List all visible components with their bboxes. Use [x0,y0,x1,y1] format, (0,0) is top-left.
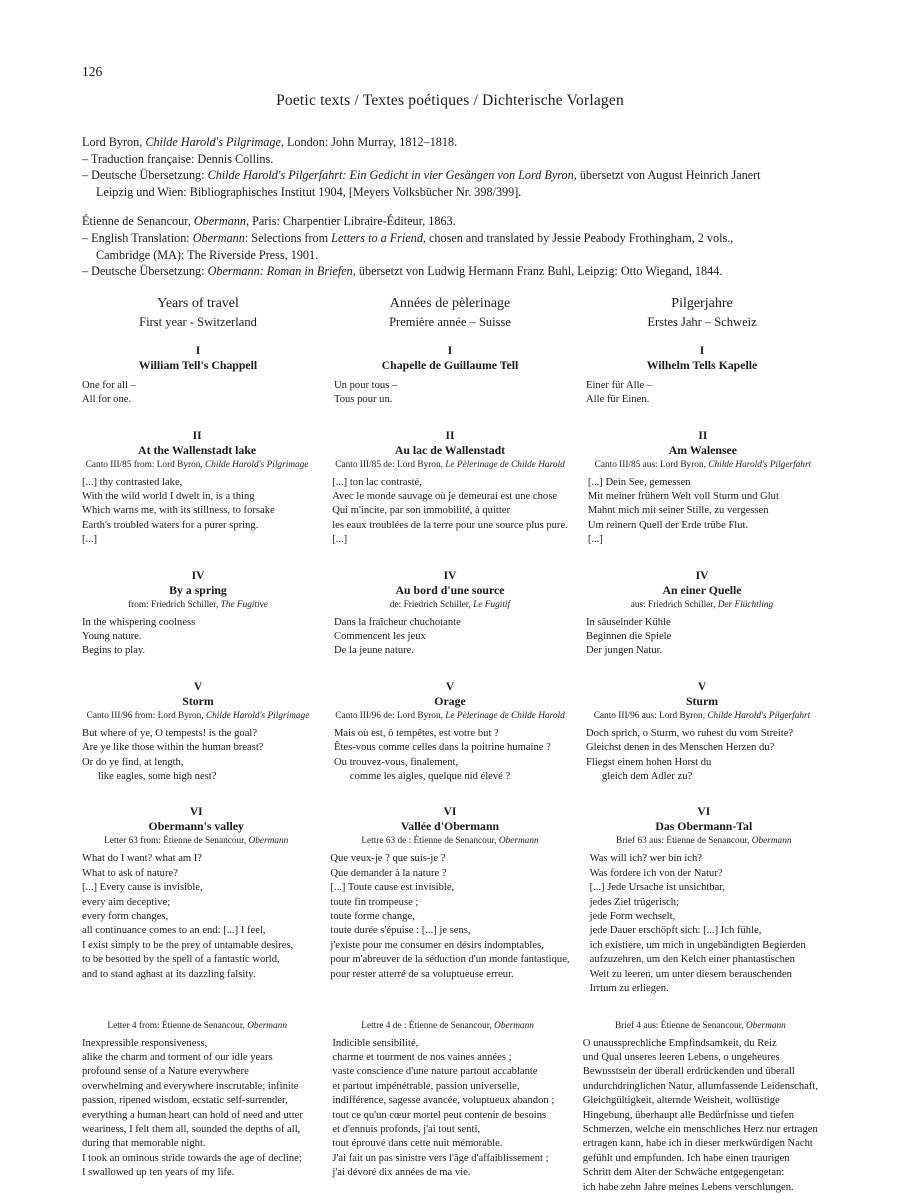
work-title: Obermann [192,230,245,245]
section-cell-german [586,345,818,408]
poem-line: Mais où est, ô tempêtes, est votre but ? [334,727,499,739]
section-title: Au lac de Wallenstadt [394,442,506,457]
source-prefix: Canto III/85 from: Lord Byron, [85,459,206,470]
poem-body [82,727,314,785]
poem-line: Commencent les jeux [334,631,426,642]
section-numeral: V [697,680,707,693]
bibliography-line [82,213,818,230]
poem-line: Doch sprich, o Sturm, wo ruhest du vom Streite? [586,727,794,739]
bibliography-group-2 [82,213,818,279]
section-numeral: II [698,429,708,442]
section-title: Am Walensee [668,442,738,457]
source-work-title: Der Flüchtling [717,599,774,610]
section-cell-german [590,806,818,996]
poem-line: pour rester atterré de sa voluptueuse erreur. [330,968,514,980]
poem-body [332,1037,562,1181]
poem-line: profound sense of a Nature everywhere [82,1066,249,1078]
source-line [334,711,566,721]
bibliography-text: , London: John Murray, 1812–1818. [280,135,458,149]
poem-line: and to stand aghast at its dazzling falsity. [82,968,256,980]
source-prefix: Letter 63 from: Étienne de Senancour, [104,836,249,847]
source-line [82,600,314,610]
source-prefix: Canto III/96 de: Lord Byron, [335,710,446,721]
section-cell-french [332,430,568,548]
bibliography-line [82,263,818,280]
poem-line: Gleichst denen in des Menschen Herzen du? [586,742,775,754]
poem-line: indifférence, sagesse avancée, voluptueux abandon ; [332,1095,555,1107]
work-title: Obermann: Roman in Briefen [207,264,353,279]
section-row-I [82,345,818,408]
poem-body [583,1037,818,1195]
poem-body [82,379,314,408]
section-title: At the Wallenstadt lake [138,442,257,457]
source-line [590,836,818,846]
poem-line: Indicible sensibilité, [332,1037,419,1049]
section-cell-german [586,570,818,659]
bibliography-text: Étienne de Senancour, [82,214,194,229]
poem-line: Un pour tous – [334,379,398,391]
column-title: Années de pèlerinage [389,295,511,311]
poem-line: All for one. [82,394,132,406]
poem-line: et d'ennuis profonds, j'ai tout senti, [332,1123,481,1135]
bibliography-text: : Selections from [244,230,332,245]
poem-body [82,476,312,548]
poem-line: les eaux troublées de la terre pour une source plus pure. [332,519,568,531]
source-prefix: Letter 4 from: Étienne de Senancour, [107,1020,248,1031]
poem-line: Was fordere ich von der Natur? [589,867,723,879]
source-line [586,600,818,610]
poem-line: comme les aigles, quelque nid élevé ? [334,771,511,783]
page-title: Poetic texts / Textes poétiques / Dichterische Vorlagen [276,92,624,109]
poem-line: Mahnt mich mit seiner Stille, zu vergessen [587,505,769,517]
section-title: Das Obermann-Tal [655,819,753,834]
poem-line: aufzuzehren, um den Kelch einer phantastischen [589,954,795,966]
source-prefix: Lettre 63 de : Étienne de Senancour, [361,836,499,847]
poem-line: ertragen kann, habe ich in dieser merkwürdigen Nacht [582,1138,813,1150]
poem-line: In the whispering coolness [82,616,196,628]
source-work-title: Le Pèlerinage de Childe Harold [445,459,565,470]
poem-line: [...] Dein See, gemessen [587,476,691,488]
poem-line: jedes Ziel trügerisch; [589,896,680,908]
poem-line: [...] Every cause is invisible, [82,882,203,894]
section-title: Wilhelm Tells Kapelle [646,357,758,372]
source-prefix: from: Friedrich Schiller, [128,599,221,610]
section-title: Obermann's valley [148,819,244,834]
poem-body [586,616,818,659]
poem-line: overwhelming and everywhere inscrutable; infinite [82,1080,299,1092]
poem-body [330,852,569,982]
source-work-title: Childe Harold's Pilgerfahrt [707,710,811,721]
source-work-title: The Fugitive [220,599,268,610]
column-header-english [82,296,314,330]
source-prefix: Canto III/85 de: Lord Byron, [335,459,446,470]
poem-line: weariness, I felt them all, sounded the depths of all, [82,1123,301,1135]
poem-body [590,852,818,996]
section-numeral: IV [443,569,457,582]
bibliography-group-1 [82,134,818,200]
poem-line: Hingebung, überhaupt alle Bedürfnisse und tiefen [582,1109,795,1121]
section-cell-english [82,806,310,996]
poem-line: Schmerzen, welche ein menschliches Herz nur ertragen [582,1123,818,1135]
section-numeral: V [445,680,455,693]
section-title: Chapelle de Guillaume Tell [381,357,519,372]
poem-line: Ou trouvez-vous, finalement, [334,756,459,768]
poem-line: everything a human heart can hold of need and utter [82,1109,303,1121]
bibliography-text: – Deutsche Übersetzung: [82,264,208,279]
column-subtitle: First year - Switzerland [139,314,257,329]
source-prefix: Brief 4 aus: Étienne de Senancour, [614,1020,747,1031]
poem-line: toute fin trompeuse ; [330,896,419,908]
poem-line: Inexpressible responsiveness, [82,1037,208,1049]
poem-body [82,1037,312,1181]
poem-line: vaste conscience d'une nature partout accablante [332,1066,538,1078]
poem-line: Gleichgültigkeit, alternde Weisheit, wollüstige [582,1095,780,1107]
section-row-V [82,681,818,785]
section-cell-german [586,681,818,785]
poem-body [334,379,566,408]
poem-line: every form changes, [82,911,169,923]
poem-body [588,476,818,548]
poem-line: und Qual unseres leeren Lebens, o ungeheures [582,1051,780,1063]
bibliography-text: Leipzig und Wien: Bibliographisches Institut 1904, [Meyers Volksbücher Nr. 398/399]. [96,184,522,199]
work-title: Childe Harold's Pilgrimage [145,135,281,149]
poem-line: I exist simply to be the prey of untamable desires, [82,939,294,951]
bibliography-text: , übersetzt von August Heinrich Janert [573,168,761,183]
bibliography-line [82,184,818,201]
source-line [82,711,314,721]
poem-line: Um reinern Quell der Erde trübe Flut. [587,519,749,531]
poem-line: ich existiere, um mich in ungebändigten Begierden [589,939,806,951]
source-work-title: Le Fugitif [473,599,511,610]
section-cell-french [332,1019,562,1195]
column-title: Years of travel [157,295,239,311]
section-row-VI [82,806,818,996]
poem-line: [...] [332,534,348,546]
section-numeral: IV [191,569,205,582]
poem-line: Irrtum zu erliegen. [589,983,669,995]
bibliography-text: – English Translation: [82,230,193,245]
poem-line: Que demander à la nature ? [330,867,447,879]
poem-line: Mit meiner frühern Welt voll Sturm und Glut [587,490,779,502]
section-row-continuation [82,1019,818,1195]
poem-line: Begins to play. [82,645,146,657]
section-title: William Tell's Chappell [138,357,258,372]
section-cell-english [82,430,312,548]
bibliography-text: , Paris: Charpentier Libraire-Éditeur, 1863. [246,214,456,229]
section-title: By a spring [169,582,227,597]
section-numeral: II [192,429,202,442]
poem-line: toute forme change, [330,911,415,923]
poem-body [82,616,314,659]
source-prefix: Canto III/96 aus: Lord Byron, [593,710,708,721]
bibliography [82,134,818,280]
section-cell-german [583,1019,818,1195]
poem-line: But where of ye, O tempests! is the goal? [82,727,258,739]
poem-line: gefühlt und empfunden. Ich habe einen traurigen [582,1152,790,1164]
section-numeral: IV [695,569,709,582]
poem-line: Der jungen Natur. [586,645,663,657]
poem-line: In säuselnder Kühle [586,616,671,628]
poem-line: [...] Toute cause est invisible, [330,882,455,894]
source-prefix: Canto III/96 from: Lord Byron, [86,710,206,721]
poem-line: With the wild world I dwelt in, is a thing [82,490,255,502]
poem-line: Which warns me, with its stillness, to forsake [82,505,275,517]
bibliography-line [82,230,818,247]
poem-line: Are ye like those within the human breast? [82,742,264,754]
section-row-II [82,430,818,548]
poem-line: What to ask of nature? [82,867,178,879]
section-cell-english [82,1019,312,1195]
bibliography-line [82,247,818,264]
page-number: 126 [82,64,103,79]
source-work-title: Obermann [247,1020,287,1031]
source-line [82,460,312,470]
poem-line: jede Dauer erschöpft sich: [...] Ich fühle, [589,925,762,937]
source-work-title: Obermann [248,836,289,847]
poem-line: Young nature. [82,631,142,642]
column-title: Pilgerjahre [671,295,733,311]
work-title: Letters to a Friend [331,230,423,245]
column-subtitle: Première année – Suisse [389,314,511,329]
section-numeral: II [445,429,455,442]
section-numeral: VI [443,806,457,819]
source-prefix: de: Friedrich Schiller, [389,599,474,610]
poem-line: Welt zu leeren, um unter diesem berauschenden [589,968,792,980]
section-cell-french [334,345,566,408]
poem-line: every aim deceptive; [82,896,171,908]
poem-line: J'ai fait un pas sinistre vers l'âge d'affaiblissement ; [332,1152,549,1164]
source-work-title: Obermann [494,1020,534,1031]
section-title: Orage [434,693,466,708]
section-numeral: I [699,344,705,357]
section-numeral: I [447,344,453,357]
column-subtitle: Erstes Jahr – Schweiz [647,314,757,329]
source-line [82,836,310,846]
poem-body [586,727,818,785]
poem-line: What do I want? what am I? [82,853,203,865]
source-line [588,460,818,470]
section-numeral: VI [189,806,203,819]
source-prefix: Canto III/85 aus: Lord Byron, [594,459,709,470]
poem-body [334,616,566,659]
poem-line: during that memorable night. [82,1138,206,1150]
source-work-title: Childe Harold's Pilgrimage [205,459,309,470]
source-prefix: Lettre 4 de : Étienne de Senancour, [361,1020,495,1031]
source-work-title: Childe Harold's Pilgerfahrt [708,459,812,470]
source-line [332,1021,562,1031]
poem-line: Qui m'incite, par son immobilité, à quitter [332,505,511,517]
bibliography-text: , übersetzt von Ludwig Hermann Franz Buhl, Leipzig: Otto Wiegand, 1844. [352,264,723,279]
poem-line: Bewusstsein der überall erdrückenden und überall [582,1066,795,1078]
work-title: Childe Harold's Pilgerfahrt: Ein Gedicht in vier Gesängen von Lord Byron [207,168,574,183]
poem-line: jede Form wechselt, [589,911,676,923]
section-title: Vallée d'Obermann [400,819,500,834]
section-numeral: V [193,680,203,693]
source-line [332,460,568,470]
source-work-title: Obermann [746,1020,786,1031]
poem-line: pour m'abreuver de la séduction d'un monde fantastique, [330,954,570,966]
section-title: Storm [182,693,214,708]
section-row-IV [82,570,818,659]
poem-line: Beginnen die Spiele [586,631,672,642]
source-work-title: Le Pèlerinage de Childe Harold [445,710,565,721]
poem-line: alike the charm and torment of our idle years [82,1051,273,1063]
poem-line: [...] ton lac contrasté, [332,476,422,488]
poem-line: De la jeune nature. [334,645,415,657]
source-line [334,600,566,610]
section-cell-english [82,681,314,785]
section-cell-french [334,570,566,659]
poem-body [334,727,566,785]
poem-line: Alle für Einen. [586,394,650,406]
poem-line: tout ce qu'un cœur mortel peut contenir de besoins [332,1109,547,1121]
poem-line: gleich dem Adler zu? [586,771,693,783]
section-cell-german [588,430,818,548]
poem-line: Earth's troubled waters for a purer spring. [82,519,259,531]
bibliography-line [82,167,818,184]
column-header-french [334,296,566,330]
poem-line: all continuance comes to an end: [...] I feel, [82,925,266,937]
section-cell-french [330,806,569,996]
poem-line: undurchdringlichen Natur, allumfassende Leidenschaft, [582,1080,818,1092]
bibliography-text: Cambridge (MA): The Riverside Press, 1901. [96,247,319,262]
poem-line: Or do ye find, at length, [82,756,184,768]
bibliography-text: – Traduction française: Dennis Collins. [82,151,274,166]
source-prefix: Brief 63 aus: Étienne de Senancour, [616,836,752,847]
column-headers-row [82,296,818,330]
section-title: Sturm [685,693,719,708]
poem-line: Avec le monde sauvage où je demeurai est une chose [332,490,558,502]
poem-line: like eagles, some high nest? [82,771,217,783]
poem-line: Êtes-vous comme celles dans la poitrine humaine ? [334,742,551,754]
poem-line: charme et tourment de nos vaines années ; [332,1051,512,1063]
section-cell-french [334,681,566,785]
bibliography-text: Lord Byron, [82,135,146,149]
poem-line: Dans la fraîcheur chuchotante [334,616,461,628]
poem-line: Schritt dem Alter der Schwäche entgegengetan: [582,1167,785,1179]
poem-line: O unaussprechliche Empfindsamkeit, du Reiz [582,1037,777,1049]
poem-line: j'ai dévoré dix années de ma vie. [332,1167,471,1179]
bibliography-line [82,134,818,151]
poem-line: Einer für Alle – [586,379,653,391]
poem-line: ich habe zehn Jahre meines Lebens verschlungen. [582,1181,794,1193]
poem-line: I swallowed up ten years of my life. [82,1167,235,1179]
column-header-german [586,296,818,330]
poem-body [82,852,310,982]
section-cell-english [82,570,314,659]
poem-line: Tous pour un. [334,394,393,406]
poem-line: One for all – [82,379,136,391]
poem-line: [...] thy contrasted lake, [82,476,183,488]
bibliography-line [82,151,818,168]
poem-line: j'existe pour me consumer en désirs indomptables, [330,939,544,951]
poem-body [332,476,568,548]
poem-body [586,379,818,408]
source-work-title: Obermann [498,836,539,847]
poem-line: [...] Jede Ursache ist unsichtbar, [589,882,726,894]
parallel-text-blocks [82,345,818,1195]
section-title: An einer Quelle [662,582,742,597]
poem-line: Was will ich? wer bin ich? [589,853,702,865]
source-line [583,1021,818,1031]
source-work-title: Obermann [751,836,792,847]
source-prefix: aus: Friedrich Schiller, [630,599,718,610]
poem-line: I took an ominous stride towards the age of decline; [82,1152,302,1164]
section-numeral: VI [697,806,711,819]
section-cell-english [82,345,314,408]
source-line [82,1021,312,1031]
poem-line: tout éprouvé dans cette nuit mémorable. [332,1138,503,1150]
poem-line: Fliegst einem hohen Horst du [586,756,712,768]
poem-line: Que veux-je ? que suis-je ? [330,853,446,865]
poem-line: passion, ripened wisdom, ecstatic self-surrender, [82,1095,288,1107]
work-title: Obermann [193,214,247,229]
poem-line: toute durée s'épuise : [...] je sens, [330,925,471,937]
poem-line: [...] [587,534,603,546]
poem-line: [...] [82,534,98,546]
poem-line: to be besotted by the spell of a fantastic world, [82,954,280,966]
source-line [330,836,569,846]
section-numeral: I [195,344,201,357]
source-line [586,711,818,721]
bibliography-text: , chosen and translated by Jessie Peabody Frothingham, 2 vols., [422,230,734,245]
source-work-title: Childe Harold's Pilgrimage [205,710,310,721]
section-title: Au bord d'une source [395,582,505,597]
poem-line: et partout impénétrable, passion universelle, [332,1080,520,1092]
bibliography-text: – Deutsche Übersetzung: [82,168,208,183]
